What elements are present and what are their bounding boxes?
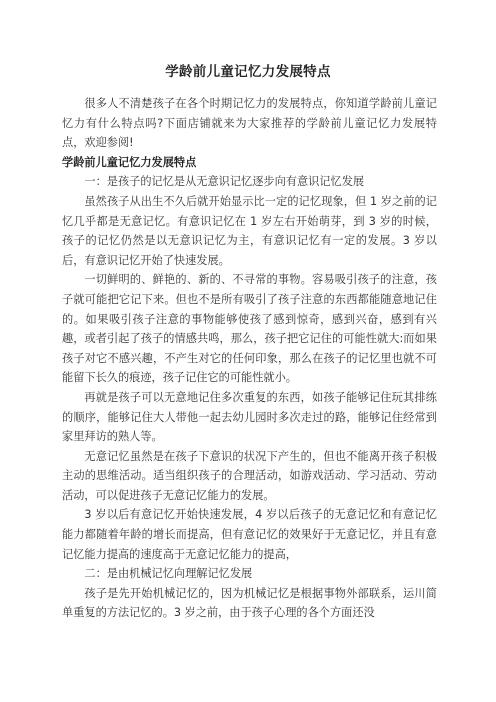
subheading-2: 二：是由机械记忆向理解记忆发展 xyxy=(84,567,253,581)
section-heading: 学龄前儿童记忆力发展特点 xyxy=(62,155,197,169)
paragraph-3: 再就是孩子可以无意地记住多次重复的东西，如孩子能够记住玩其排练的顺序，能够记住大人带他一起去幼儿园时多次走过的路，能够记住经常到家里拜访的熟人等。 xyxy=(62,390,437,444)
paragraph-4: 无意记忆虽然是在孩子下意识的状况下产生的，但也不能离开孩子积极主动的思维活动。适当组织孩子的合理活动，如游戏活动、学习活动、劳动活动，可以促进孩子无意记忆能力的发展。 xyxy=(62,449,437,502)
document-body xyxy=(62,94,437,623)
intro-paragraph: 很多人不清楚孩子在各个时期记忆力的发展特点，你知道学龄前儿童记忆力有什么特点吗?下面店铺就来为大家推荐的学龄前儿童记忆力发展特点，欢迎参阅! xyxy=(62,97,437,150)
document-title: 学龄前儿童记忆力发展特点 xyxy=(165,64,331,80)
paragraph-2: 一切鲜明的、鲜艳的、新的、不寻常的事物。容易吸引孩子的注意，孩子就可能把它记下来。但也不是所有吸引了孩子注意的东西都能随意地记住的。如果吸引孩子注意的事物能够使孩了感到惊奇，感到兴奋，感到有兴趣，或者引起了孩子的情感共鸣，那么，孩子把它记住的可能性就大:而如果孩子对它不感兴趣，不产生对它的任何印象，那么在孩子的记忆里也就不可能留下长久的痕迹，孩子记住它的可能性就小。 xyxy=(62,273,437,385)
paragraph-6: 孩子是先开始机械记忆的，因为机械记忆是根据事物外部联系，运川简单重复的方法记忆的。3 岁之前，由于孩子心理的各个方面还没 xyxy=(62,586,437,620)
paragraph-5: 3 岁以后有意记忆开始快速发展，4 岁以后孩子的无意记忆和有意记忆能力都随着年龄的增长而提高，但有意记忆的效果好于无意记忆，并且有意记忆能力提高的速度高于无意记忆能力的提高， xyxy=(62,508,437,561)
subheading-1: 一：是孩子的记忆是从无意识记忆逐步向有意识记忆发展 xyxy=(84,175,365,189)
paragraph-1: 虽然孩子从出生不久后就开始显示比一定的记忆现象，但 1 岁之前的记忆几乎都是无意记忆。有意识记忆在 1 岁左右开始萌芽，到 3 岁的时候，孩子的记忆仍然是以无意识记忆为主，有意识记忆有一定的发展。3 岁以后，有意识记忆开始了快速发展。 xyxy=(62,194,437,267)
